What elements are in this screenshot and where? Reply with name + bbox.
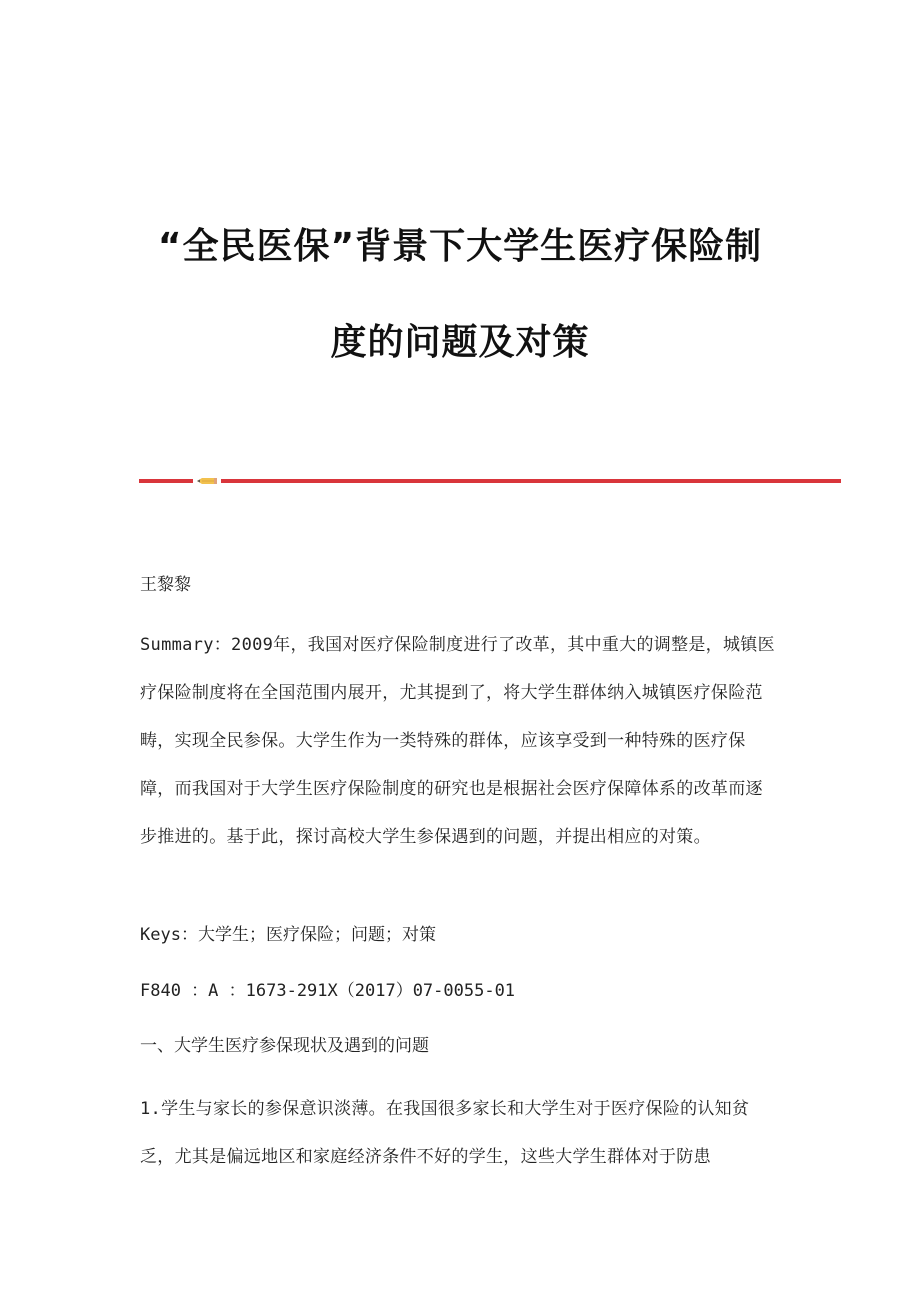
divider-bar-left [139, 479, 193, 483]
document-title-line-1: “全民医保”背景下大学生医疗保险制 [157, 226, 763, 267]
summary-paragraph: Summary：2009年，我国对医疗保险制度进行了改革，其中重大的调整是，城镇医疗保险制度将在全国范围内展开，尤其提到了，将大学生群体纳入城镇医疗保险范畴，实现全民参保。大学生作为一类特殊的群体，应该享受到一种特殊的医疗保障，而我国对于大学生医疗保险制度的研究也是根据社会医疗保障体系的改革而逐步推进的。基于此，探讨高校大学生参保遇到的问题，并提出相应的对策。 [140, 635, 775, 847]
author-name: 王黎黎 [140, 575, 191, 595]
body-paragraph: 1.学生与家长的参保意识淡薄。在我国很多家长和大学生对于医疗保险的认知贫乏，尤其是偏远地区和家庭经济条件不好的学生，这些大学生群体对于防患 [140, 1099, 750, 1167]
pencil-icon [197, 476, 217, 486]
document-title-line-2: 度的问题及对策 [330, 322, 590, 363]
classification-line: F840 ：A ：1673-291X（2017）07-0055-01 [140, 981, 516, 1001]
title-divider [139, 476, 841, 486]
keywords-line: Keys：大学生；医疗保险；问题；对策 [140, 925, 436, 945]
section-heading: 一、大学生医疗参保现状及遇到的问题 [140, 1036, 429, 1056]
divider-bar-right [221, 479, 841, 483]
